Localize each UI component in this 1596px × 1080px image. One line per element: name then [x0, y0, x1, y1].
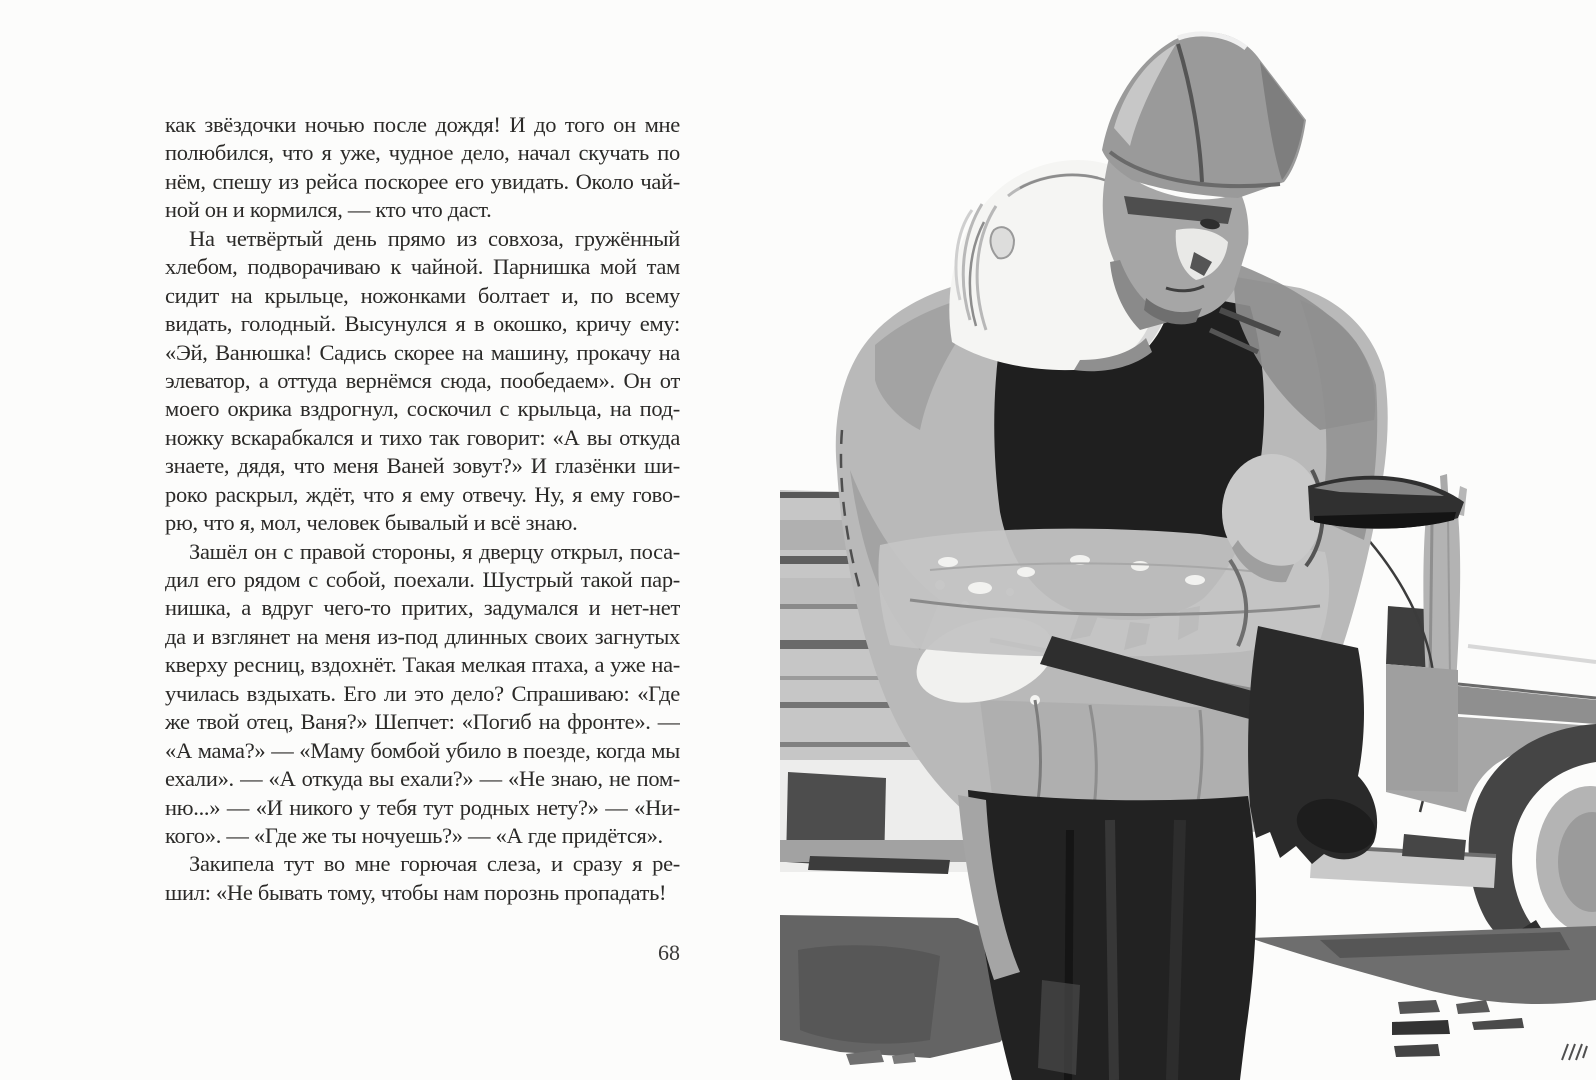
soldier-trousers — [958, 790, 1256, 1080]
text-line: дил его рядом с собой, поехали. Шустрый такой пар- — [165, 567, 680, 592]
text-line: знаете, дядя, что меня Ваней зовут?» И глазёнки ши- — [165, 453, 680, 479]
text-line: моего окрика вздрогнул, соскочил с крыльца, на под- — [165, 396, 680, 422]
text-line: «Эй, Ванюшка! Садись скорее на машину, прокачу на — [165, 339, 680, 365]
text-line: элеватор, а оттуда вернёмся сюда, пообедаем». Он от — [165, 367, 680, 393]
text-line: ехали». — «А откуда вы ехали?» — «Не знаю, не пом- — [165, 766, 680, 792]
text-line: ню...» — «И никого у тебя тут родных нету?» — «Ни- — [165, 794, 680, 820]
text-line: хлебом, подворачиваю к чайной. Парнишка мой там — [165, 254, 680, 280]
text-line: На четвёртый день прямо из совхоза, гружённый — [189, 225, 680, 251]
illustration-soldier-embracing-boy — [780, 0, 1596, 1080]
boy-ear — [991, 227, 1014, 258]
text-line: роко раскрыл, ждёт, что я ему отвечу. Ну, я ему гово- — [165, 481, 680, 507]
text-line: рю, что я, мол, человек бывалый и всё знаю. — [165, 510, 578, 536]
paragraph — [165, 225, 680, 538]
text-line: ножку вскарабкался и тихо так говорит: «А вы откуда — [165, 424, 680, 450]
body-text — [165, 111, 680, 907]
text-line: нём, спешу из рейса поскорее его увидать. Около чай- — [165, 168, 680, 194]
text-line: как звёздочки ночью после дождя! И до того он мне — [165, 112, 680, 137]
text-line: Закипела тут во мне горючая слеза, и сразу я ре- — [189, 851, 680, 877]
text-line: видать, голодный. Высунулся я в окошко, кричу ему: — [165, 311, 680, 337]
text-line: шил: «Не бывать тому, чтобы нам порознь пропадать! — [165, 879, 667, 905]
text-line: Зашёл он с правой стороны, я дверцу открыл, поса- — [189, 538, 680, 564]
text-line: кого». — «Где же ты ночуешь?» — «А где придётся». — [165, 822, 663, 848]
text-line: сидит на крыльце, ножонками болтает и, по всему — [165, 282, 680, 308]
text-line: училась вздыхать. Его ли это дело? Спрашиваю: «Где — [165, 680, 680, 706]
text-line: да и взглянет на меня из-под длинных своих загнутых — [165, 623, 680, 649]
paragraph — [165, 111, 680, 225]
text-line: ной он и кормился, — кто что даст. — [165, 197, 492, 223]
text-line: же твой отец, Ваня?» Шепчет: «Погиб на фронте». — — [165, 709, 680, 735]
page-number: 68 — [658, 940, 680, 965]
illustration-canvas — [780, 0, 1596, 1080]
text-line: полюбился, что я уже, чудное дело, начал скучать по — [165, 140, 680, 166]
text-line: «А мама?» — «Маму бомбой убило в поезде, когда мы — [165, 737, 680, 763]
text-line: кверху ресниц, вздохнёт. Такая мелкая птаха, а уже на- — [165, 652, 680, 678]
paragraph — [165, 538, 680, 851]
text-line: нишка, а вдруг чего-то притих, задумался и нет-нет — [165, 595, 680, 621]
paragraph — [165, 850, 680, 907]
artist-signature — [1562, 1044, 1587, 1060]
book-page-left — [0, 0, 780, 1080]
